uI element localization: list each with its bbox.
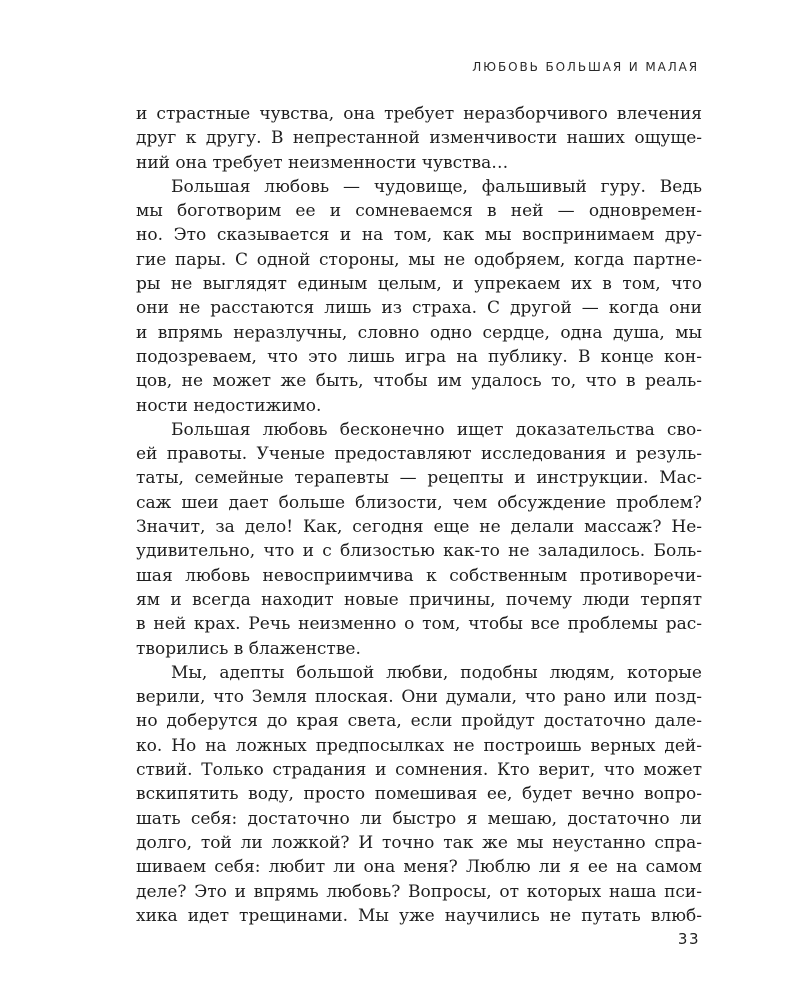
text-line: ний она требует неизменности чувства…	[136, 152, 509, 173]
text-line: верили, что Земля плоская. Они думали, что рано или позд-	[136, 687, 702, 708]
text-line: Мы, адепты большой любви, подобны людям, которые	[171, 662, 702, 683]
text-line: они не расстаются лишь из страха. С другой — когда они	[136, 298, 702, 319]
text-line: хика идет трещинами. Мы уже научились не путать влюб-	[136, 905, 702, 926]
text-line: Большая любовь — чудовище, фальшивый гуру. Ведь	[171, 176, 702, 197]
text-line: ям и всегда находит новые причины, почему люди терпят	[136, 589, 702, 610]
text-line: ности недостижимо.	[136, 395, 322, 416]
text-line: ей правоты. Ученые предоставляют исследования и резуль-	[136, 444, 702, 465]
page-number: 33	[677, 930, 700, 948]
text-line: саж шеи дает больше близости, чем обсуждение проблем?	[136, 492, 702, 513]
text-line: таты, семейные терапевты — рецепты и инструкции. Мас-	[136, 468, 702, 489]
body-text	[136, 102, 702, 928]
text-line: но доберутся до края света, если пройдут достаточно дале-	[136, 711, 702, 732]
running-head-title: ЛЮБОВЬ БОЛЬШАЯ И МАЛАЯ	[472, 60, 699, 74]
text-line: шая любовь невосприимчива к собственным противоречи-	[136, 565, 702, 586]
text-line: друг к другу. В непрестанной изменчивости наших ощуще-	[136, 128, 702, 149]
text-line: ко. Но на ложных предпосылках не построишь верных дей-	[136, 735, 702, 756]
text-line: шиваем себя: любит ли она меня? Люблю ли я ее на самом	[136, 857, 702, 878]
text-line: ры не выглядят единым целым, и упрекаем их в том, что	[136, 274, 702, 295]
text-line: цов, не может же быть, чтобы им удалось то, что в реаль-	[136, 371, 702, 392]
text-line: в ней крах. Речь неизменно о том, чтобы все проблемы рас-	[136, 614, 702, 635]
text-line: подозреваем, что это лишь игра на публику. В конце кон-	[136, 346, 702, 367]
text-line: гие пары. С одной стороны, мы не одобряем, когда партне-	[136, 249, 702, 270]
text-line: мы боготворим ее и сомневаемся в ней — одновремен-	[136, 201, 702, 222]
text-line: но. Это сказывается и на том, как мы воспринимаем дру-	[136, 225, 702, 246]
text-line: Значит, за дело! Как, сегодня еще не делали массаж? Не-	[136, 517, 702, 538]
text-line: удивительно, что и с близостью как-то не заладилось. Боль-	[136, 541, 702, 562]
text-line: ствий. Только страдания и сомнения. Кто верит, что может	[136, 760, 702, 781]
text-line: долго, той ли ложкой? И точно так же мы неустанно спра-	[136, 832, 702, 853]
text-line: и страстные чувства, она требует неразборчивого влечения	[136, 104, 702, 124]
text-line: шать себя: достаточно ли быстро я мешаю, достаточно ли	[136, 808, 702, 829]
text-line: вскипятить воду, просто помешивая ее, будет вечно вопро-	[136, 784, 702, 805]
text-line: деле? Это и впрямь любовь? Вопросы, от которых наша пси-	[136, 881, 702, 902]
text-line: и впрямь неразлучны, словно одно сердце, одна душа, мы	[136, 322, 702, 343]
text-line: творились в блаженстве.	[136, 638, 361, 659]
text-line: Большая любовь бесконечно ищет доказательства сво-	[171, 419, 702, 440]
